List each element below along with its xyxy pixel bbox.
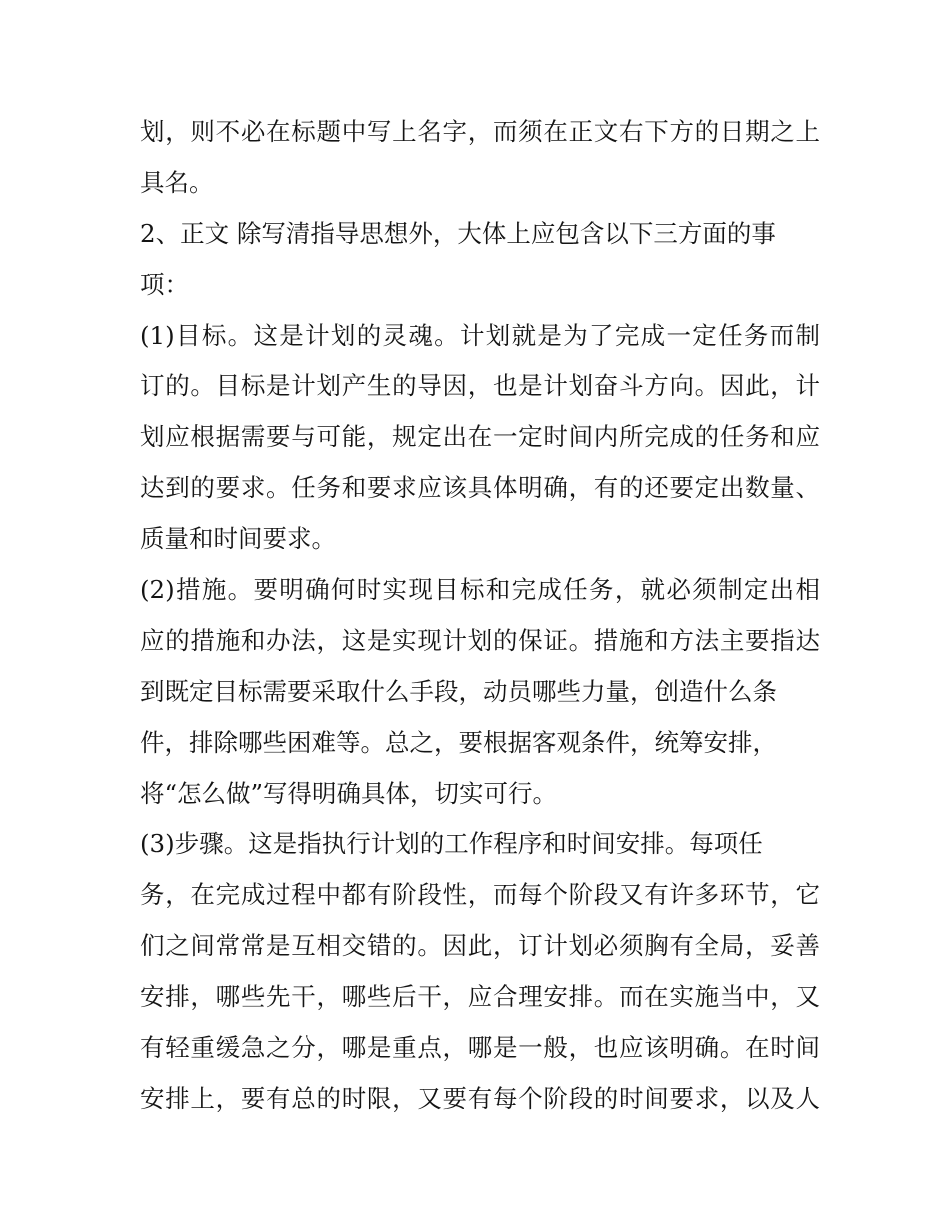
text-line: 达到的要求。任务和要求应该具体明确，有的还要定出数量、	[140, 473, 820, 503]
text-line: 有轻重缓急之分，哪是重点，哪是一般，也应该明确。在时间	[140, 1033, 820, 1063]
text-line: 项：	[140, 269, 189, 299]
text-line: 安排上，要有总的时限，又要有每个阶段的时间要求，以及人	[140, 1083, 820, 1113]
text-line: 将“怎么做”写得明确具体，切实可行。	[140, 778, 558, 808]
text-line: (2)措施。要明确何时实现目标和完成任务，就必须制定出相	[140, 575, 820, 605]
text-line: 应的措施和办法，这是实现计划的保证。措施和方法主要指达	[140, 625, 820, 655]
text-line: 划应根据需要与可能，规定出在一定时间内所完成的任务和应	[140, 422, 820, 452]
text-line: 安排，哪些先干，哪些后干，应合理安排。而在实施当中，又	[140, 982, 820, 1012]
text-line: 划，则不必在标题中写上名字，而须在正文右下方的日期之上	[140, 117, 820, 146]
text-line: 到既定目标需要采取什么手段，动员哪些力量，创造什么条	[140, 676, 777, 706]
text-line: 件，排除哪些困难等。总之，要根据客观条件，统筹安排，	[140, 727, 777, 757]
text-line: 务，在完成过程中都有阶段性，而每个阶段又有许多环节，它	[140, 880, 820, 910]
text-line: 具名。	[140, 167, 214, 197]
text-line: (3)步骤。这是指执行计划的工作程序和时间安排。每项任	[140, 829, 763, 859]
text-line: 们之间常常是互相交错的。因此，订计划必须胸有全局，妥善	[140, 931, 820, 961]
body-text	[140, 107, 820, 1125]
text-line: 质量和时间要求。	[140, 524, 336, 554]
text-line: (1)目标。这是计划的灵魂。计划就是为了完成一定任务而制	[140, 320, 820, 350]
text-line: 2、正文 除写清指导思想外，大体上应包含以下三方面的事	[140, 218, 776, 248]
text-line: 订的。目标是计划产生的导因，也是计划奋斗方向。因此，计	[140, 371, 820, 401]
